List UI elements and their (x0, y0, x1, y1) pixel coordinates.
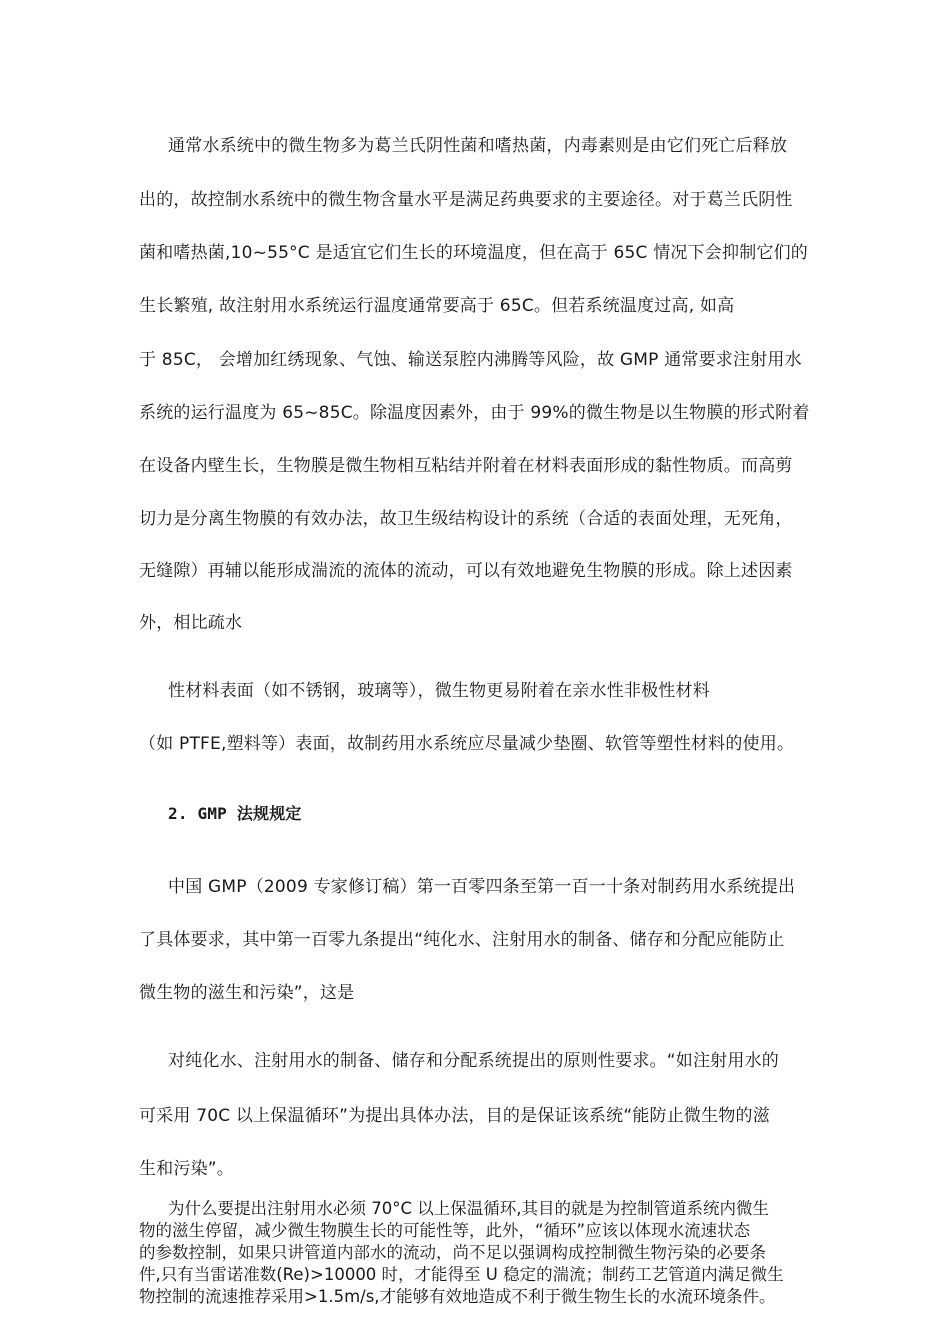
paragraph-1-line-7: 在设备内壁生长，生物膜是微生物相互粘结并附着在材料表面形成的黏性物质。而高剪 (139, 456, 793, 476)
paragraph-5-line-5: 物控制的流速推荐采用>1.5m/s,才能够有效地造成不利于微生物生长的水流环境条件。 (139, 1287, 776, 1306)
paragraph-2-line-1: 性材料表面（如不锈钢，玻璃等），微生物更易附着在亲水性非极性材料 (168, 681, 710, 701)
paragraph-1-line-8: 切力是分离生物膜的有效办法，故卫生级结构设计的系统（合适的表面处理，无死角， (139, 509, 793, 529)
paragraph-3-line-1: 中国 GMP（2009 专家修订稿）第一百零四条至第一百一十条对制药用水系统提出 (168, 877, 796, 897)
paragraph-3-line-2: 了具体要求，其中第一百零九条提出“纯化水、注射用水的制备、储存和分配应能防止 (139, 930, 785, 950)
paragraph-5-line-2: 物的滋生停留，减少微生物膜生长的可能性等，此外，“循环”应该以体现水流速状态 (139, 1221, 751, 1240)
paragraph-5-line-4: 件,只有当雷诺准数(Re)>10000 时，才能得至 U 稳定的湍流；制药工艺管道内满足微生 (139, 1265, 784, 1284)
paragraph-2-line-2: （如 PTFE,塑料等）表面，故制药用水系统应尽量减少垫圈、软管等塑性材料的使用。 (139, 734, 795, 754)
paragraph-1-line-1: 通常水系统中的微生物多为葛兰氏阴性菌和嗜热菌，内毒素则是由它们死亡后释放 (168, 136, 788, 156)
paragraph-1-line-2: 出的，故控制水系统中的微生物含量水平是满足药典要求的主要途径。对于葛兰氏阴性 (139, 190, 793, 210)
paragraph-1-line-3: 菌和嗜热菌,10~55°C 是适宜它们生长的环境温度，但在高于 65C 情况下会抑制它们的 (139, 243, 808, 263)
section-heading: 2. GMP 法规规定 (168, 804, 302, 823)
paragraph-4-line-3: 生和污染”。 (139, 1159, 235, 1179)
paragraph-1-line-6: 系统的运行温度为 65~85C。除温度因素外，由于 99%的微生物是以生物膜的形式附着 (139, 403, 810, 423)
paragraph-5-line-1: 为什么要提出注射用水必须 70°C 以上保温循环,其目的就是为控制管道系统内微生 (168, 1199, 770, 1218)
paragraph-1-line-4: 生长繁殖, 故注射用水系统运行温度通常要高于 65C。但若系统温度过高, 如高 (139, 296, 735, 316)
paragraph-3-line-3: 微生物的滋生和污染”，这是 (139, 983, 355, 1003)
paragraph-5-line-3: 的参数控制，如果只讲管道内部水的流动，尚不足以强调构成控制微生物污染的必要条 (139, 1243, 766, 1262)
paragraph-1-line-9: 无缝隙）再辅以能形成湍流的流体的流动，可以有效地避免生物膜的形成。除上述因素 (139, 561, 793, 581)
paragraph-4-line-2: 可采用 70C 以上保温循环”为提出具体办法，目的是保证该系统“能防止微生物的滋 (139, 1106, 770, 1126)
paragraph-1-line-5: 于 85C， 会增加红绣现象、气蚀、输送泵腔内沸腾等风险，故 GMP 通常要求注射用水 (139, 350, 802, 370)
paragraph-4-line-1: 对纯化水、注射用水的制备、储存和分配系统提出的原则性要求。“如注射用水的 (168, 1051, 780, 1071)
paragraph-1-line-10: 外，相比疏水 (139, 613, 243, 633)
